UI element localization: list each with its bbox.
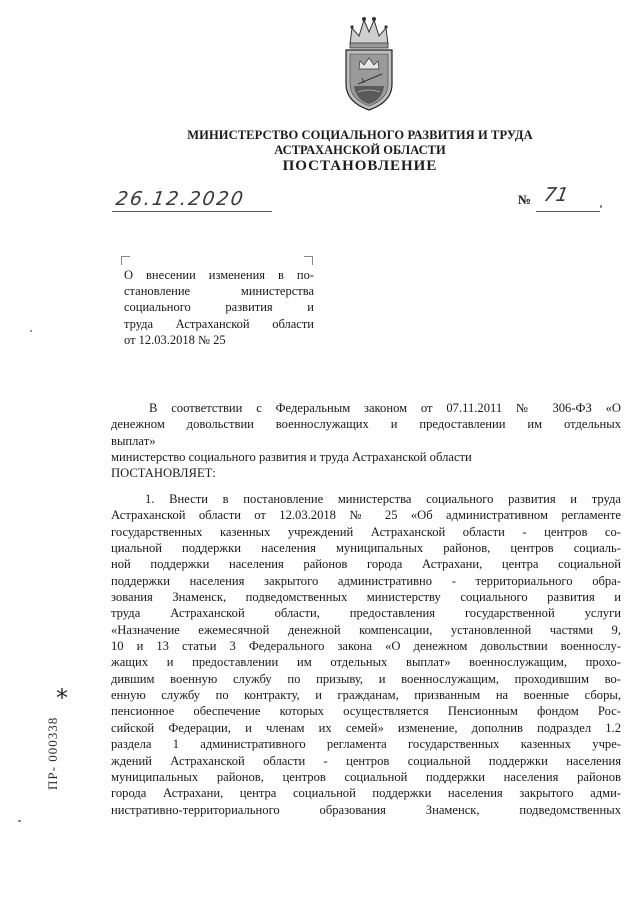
preamble-line: В соответствии с Федеральным законом от 07.11.2011 № 306-ФЗ «О <box>149 401 621 415</box>
preamble-block <box>111 400 621 482</box>
order-line: сийской Федерации, и членам их семей» изменение, дополнив подраздел 1.2 <box>111 720 621 735</box>
order-paragraph <box>111 491 621 818</box>
subject-corner-right <box>304 256 313 265</box>
order-line: енную службу по контракту, и гражданам, призванным на военные сборы, <box>111 688 621 703</box>
margin-asterisk: * <box>56 684 68 712</box>
date-underline <box>112 211 272 212</box>
order-line: нистративно-территориального образования Знаменск, подведомственных <box>111 802 621 817</box>
order-line: «Назначение ежемесячной денежной компенсации, установленной частями 9, <box>111 622 621 637</box>
order-line: ной поддержки населения районов города Астрахани, центра социальной <box>111 557 621 572</box>
coat-of-arms-icon <box>340 14 398 112</box>
order-line: пенсионное обеспечение которых осуществляется Пенсионным фондом Рос- <box>111 704 621 719</box>
order-line: 1. Внести в постановление министерства социального развития и труда <box>145 492 621 506</box>
order-line: поддержки населения закрытого административно - территориального обра- <box>111 573 621 588</box>
document-type-title: ПОСТАНОВЛЕНИЕ <box>282 158 438 174</box>
order-line: муниципальных районов, центров социальной поддержки населения районов <box>111 769 621 784</box>
subject-line: становление министерства <box>124 284 314 299</box>
subject-block <box>124 267 314 348</box>
order-line: труда Астраханской области, предоставления государственной услуги <box>111 606 621 621</box>
number-label: № <box>518 192 532 207</box>
order-line: ждений Астраханской области - центров социальной поддержки населения <box>111 753 621 768</box>
preamble-line: министерство социального развития и труда Астраханской области <box>111 450 472 465</box>
order-line: жащих и предоставлении им отдельных выплат» военнослужащим, прохо- <box>111 655 621 670</box>
subject-line: от 12.03.2018 № 25 <box>124 332 226 347</box>
order-line: раздела 1 административного регламента государственных казенных учре- <box>111 737 621 752</box>
scan-speck <box>18 820 21 822</box>
order-line: Астраханской области от 12.03.2018 № 25 «Об административном регламенте <box>111 508 621 523</box>
order-line: города Астрахани, центра социальной поддержки населения закрытого адми- <box>111 786 621 801</box>
ministry-name-line1: МИНИСТЕРСТВО СОЦИАЛЬНОГО РАЗВИТИЯ И ТРУДА <box>187 128 533 142</box>
subject-corner-left <box>121 256 130 265</box>
handwritten-date: 26.12.2020 <box>114 188 247 210</box>
preamble-line: выплат» <box>111 433 156 448</box>
margin-registration-code: ПР- 000338 <box>45 716 60 790</box>
number-underline <box>536 211 600 212</box>
scan-speck <box>600 205 602 208</box>
order-line: государственных казенных учреждений Астраханской области - центров со- <box>111 524 621 539</box>
handwritten-number: 71 <box>542 184 571 206</box>
ministry-name-line2: АСТРАХАНСКОЙ ОБЛАСТИ <box>274 143 446 157</box>
order-line: циальной поддержки населения муниципальных районов, центров социаль- <box>111 541 621 556</box>
scan-speck <box>30 330 32 332</box>
order-line: 10 и 13 статьи 3 Федерального закона «О денежном довольствии военнослу- <box>111 639 621 654</box>
subject-line: социального развития и <box>124 300 314 315</box>
preamble-line: денежном довольствии военнослужащих и предоставлении им отдельных <box>111 417 621 432</box>
order-line: дившим военную службу по призыву, и военнослужащим, проходившим во- <box>111 671 621 686</box>
subject-line: О внесении изменения в по- <box>124 268 314 282</box>
order-line: зования Знаменск, подведомственных министерству социального развития и <box>111 590 621 605</box>
subject-line: труда Астраханской области <box>124 316 314 331</box>
decree-keyword: ПОСТАНОВЛЯЕТ: <box>111 466 216 481</box>
